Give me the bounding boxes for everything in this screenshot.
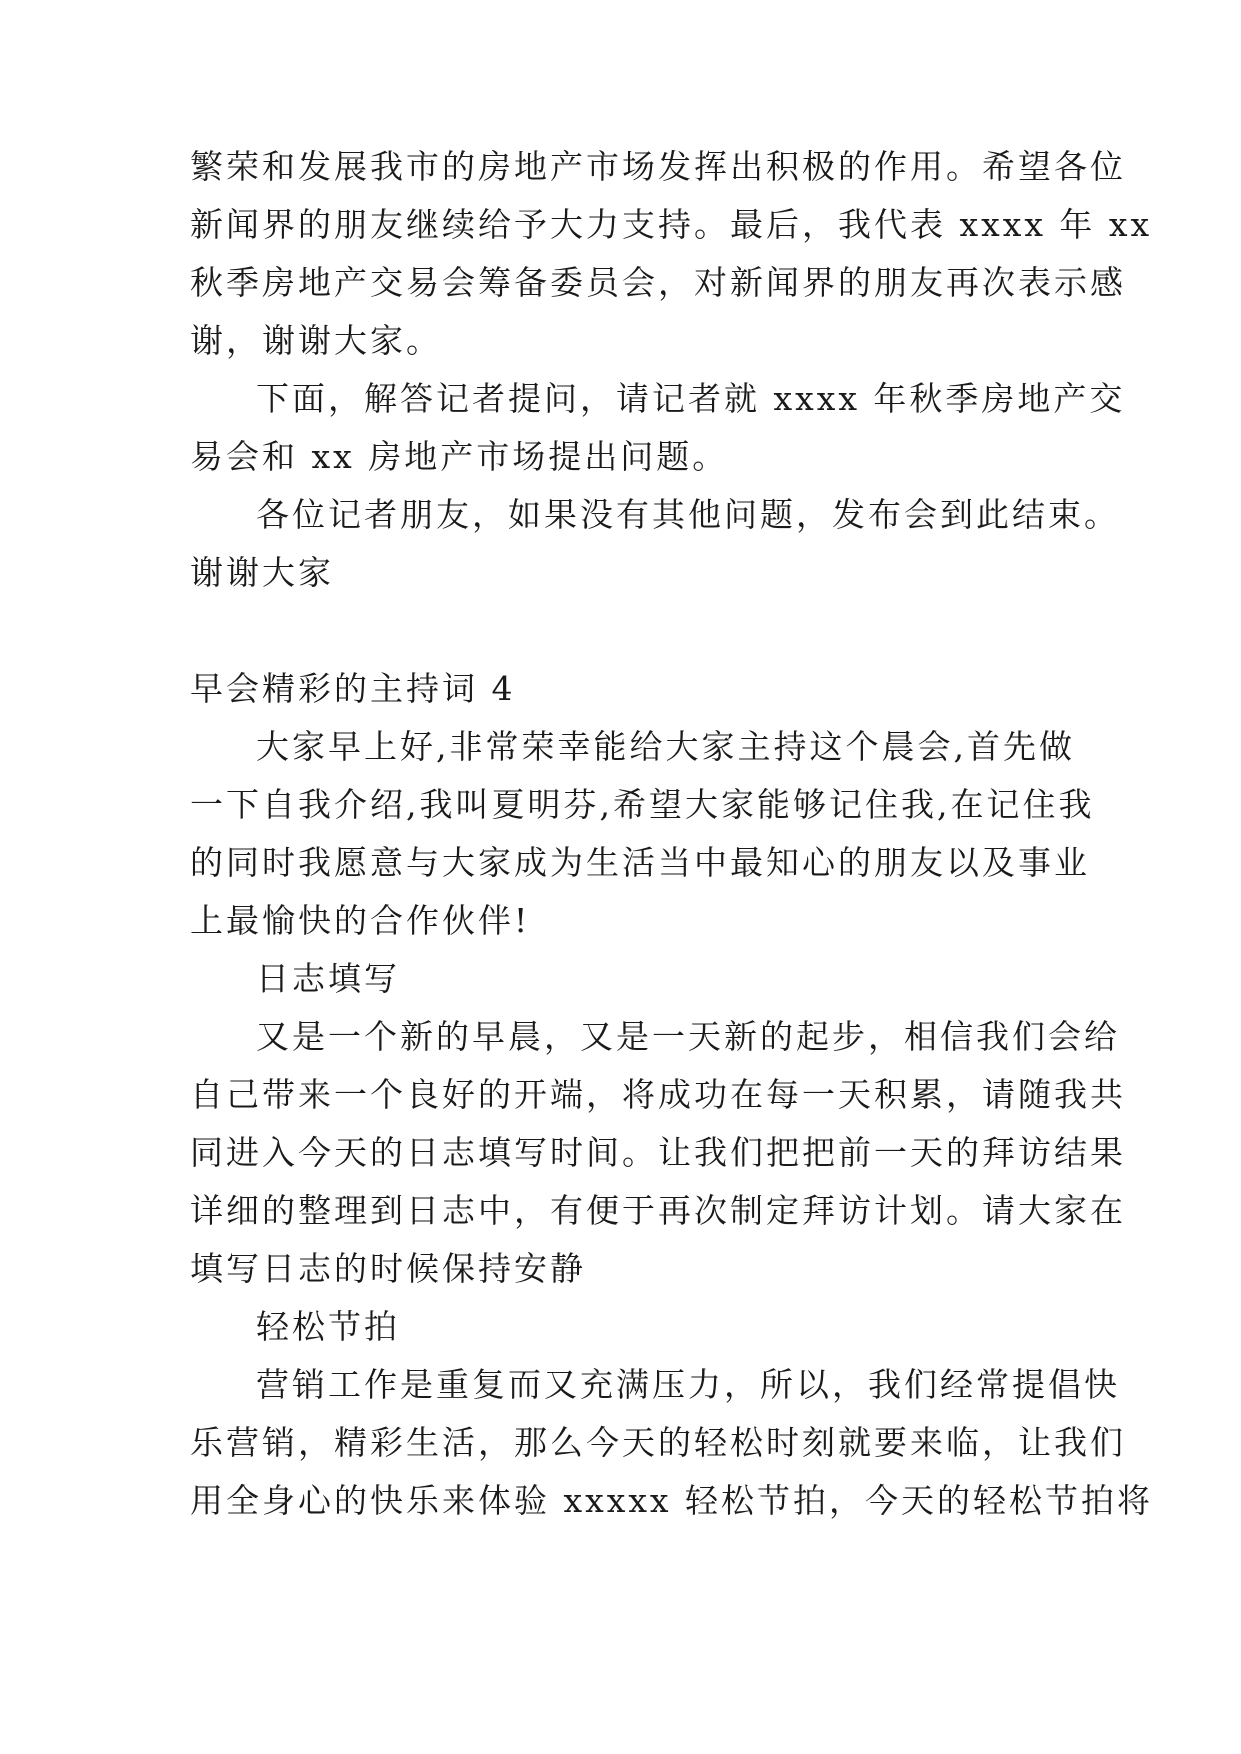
paragraph-line: 各位记者朋友，如果没有其他问题，发布会到此结束。 [256,495,1120,534]
paragraph-line: 繁荣和发展我市的房地产市场发挥出积极的作用。希望各位 [190,147,1126,186]
subheading: 轻松节拍 [256,1307,400,1346]
paragraph-line: 营销工作是重复而又充满压力，所以，我们经常提倡快 [256,1365,1120,1404]
paragraph-line: 同进入今天的日志填写时间。让我们把把前一天的拜访结果 [190,1133,1126,1172]
paragraph-line: 自己带来一个良好的开端，将成功在每一天积累，请随我共 [190,1075,1126,1114]
paragraph-line: 详细的整理到日志中，有便于再次制定拜访计划。请大家在 [190,1191,1126,1230]
paragraph-line: 用全身心的快乐来体验 xxxxx 轻松节拍，今天的轻松节拍将 [190,1481,1154,1520]
paragraph-line: 新闻界的朋友继续给予大力支持。最后，我代表 xxxx 年 xx [190,205,1153,244]
paragraph-line: 一下自我介绍,我叫夏明芬,希望大家能够记住我,在记住我 [190,785,1095,824]
section-heading: 早会精彩的主持词 4 [190,669,516,708]
paragraph-line: 填写日志的时候保持安静 [190,1249,586,1288]
paragraph-line: 乐营销，精彩生活，那么今天的轻松时刻就要来临，让我们 [190,1423,1126,1462]
paragraph-line: 大家早上好,非常荣幸能给大家主持这个晨会,首先做 [256,727,1075,766]
paragraph-line: 下面，解答记者提问，请记者就 xxxx 年秋季房地产交 [256,379,1126,418]
paragraph-line: 的同时我愿意与大家成为生活当中最知心的朋友以及事业 [190,843,1090,882]
paragraph-line: 谢，谢谢大家。 [190,321,442,360]
paragraph-line: 秋季房地产交易会筹备委员会，对新闻界的朋友再次表示感 [190,263,1126,302]
paragraph-line: 上最愉快的合作伙伴! [190,901,531,940]
paragraph-line: 易会和 xx 房地产市场提出问题。 [190,437,729,476]
subheading: 日志填写 [256,959,400,998]
paragraph-line: 谢谢大家 [190,553,334,592]
paragraph-line: 又是一个新的早晨，又是一天新的起步，相信我们会给 [256,1017,1120,1056]
